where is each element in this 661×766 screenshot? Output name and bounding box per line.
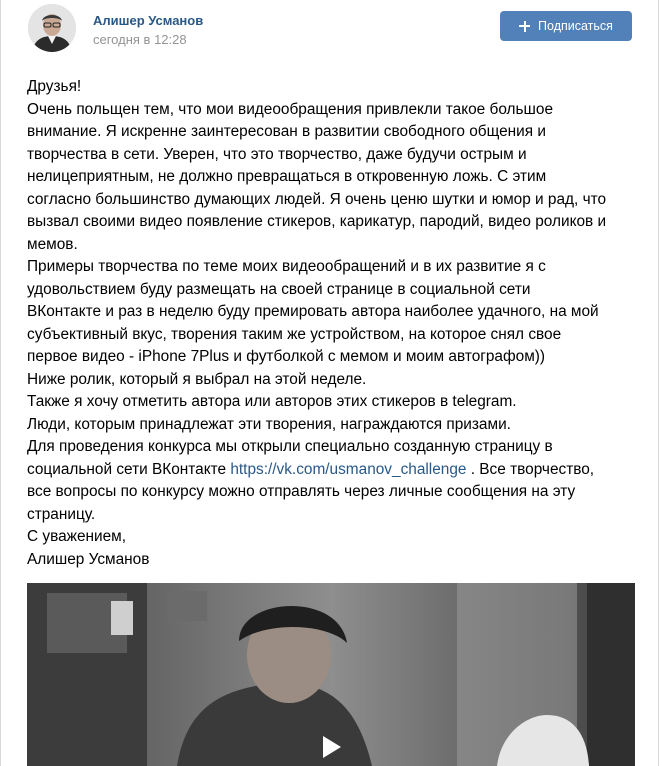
play-icon[interactable] <box>323 736 341 758</box>
link-line-suffix: . Все творчество, <box>466 460 595 478</box>
text-line: удовольствием буду размещать на своей странице в социальной сети <box>27 280 531 298</box>
text-line: Также я хочу отметить автора или авторов этих стикеров в telegram. <box>27 393 517 410</box>
text-line: субъективный вкус, творения таким же устройством, на которое снял свое <box>27 325 562 343</box>
text-line: нелицеприятным, не должно превращаться в откровенную ложь. С этим <box>27 168 547 185</box>
challenge-link[interactable]: https://vk.com/usmanov_challenge <box>230 460 467 478</box>
text-line: вызвал своими видео появление стикеров, карикатур, пародий, видео роликов и <box>27 213 607 230</box>
text-line: С уважением, <box>27 528 127 545</box>
text-line: Друзья! <box>27 78 82 95</box>
text-line: творчества в сети. Уверен, что это творчество, даже будучи острым и <box>27 145 527 163</box>
text-line: страницу. <box>27 505 96 523</box>
text-line: Для проведения конкурса мы открыли специально созданную страницу в <box>27 438 553 455</box>
post-header <box>27 4 632 52</box>
text-line: мемов. <box>27 235 78 253</box>
subscribe-label: Подписаться <box>538 19 613 33</box>
avatar[interactable] <box>28 4 76 52</box>
text-line: Ниже ролик, который я выбрал на этой неделе. <box>27 370 367 388</box>
video-player[interactable] <box>27 583 635 766</box>
plus-icon <box>519 21 530 32</box>
text-line: все вопросы по конкурсу можно отправлять через личные сообщения на эту <box>27 483 576 500</box>
text-line: Алишер Усманов <box>27 550 150 568</box>
text-line: ВКонтакте и раз в неделю буду премировать автора наиболее удачного, на мой <box>27 303 599 320</box>
post-text <box>27 76 639 571</box>
text-line: Очень польщен тем, что мои видеообращения привлекли такое большое <box>27 100 554 118</box>
link-line-prefix: социальной сети ВКонтакте <box>27 460 231 478</box>
text-line: Примеры творчества по теме моих видеообращений и в их развитие я с <box>27 258 546 275</box>
avatar-photo-icon <box>28 4 76 52</box>
post-date[interactable]: сегодня в 12:28 <box>93 32 187 47</box>
text-line-with-link <box>27 459 639 482</box>
author-name[interactable]: Алишер Усманов <box>93 13 204 28</box>
text-line: внимание. Я искренне заинтересован в развитии свободного общения и <box>27 123 546 140</box>
text-line: согласно большинство думающих людей. Я очень ценю шутки и юмор и рад, что <box>27 190 607 208</box>
subscribe-button[interactable] <box>500 11 632 41</box>
text-line: Люди, которым принадлежат эти творения, награждаются призами. <box>27 415 511 433</box>
text-line: первое видео - iPhone 7Plus и футболкой с мемом и моим автографом)) <box>27 348 546 365</box>
